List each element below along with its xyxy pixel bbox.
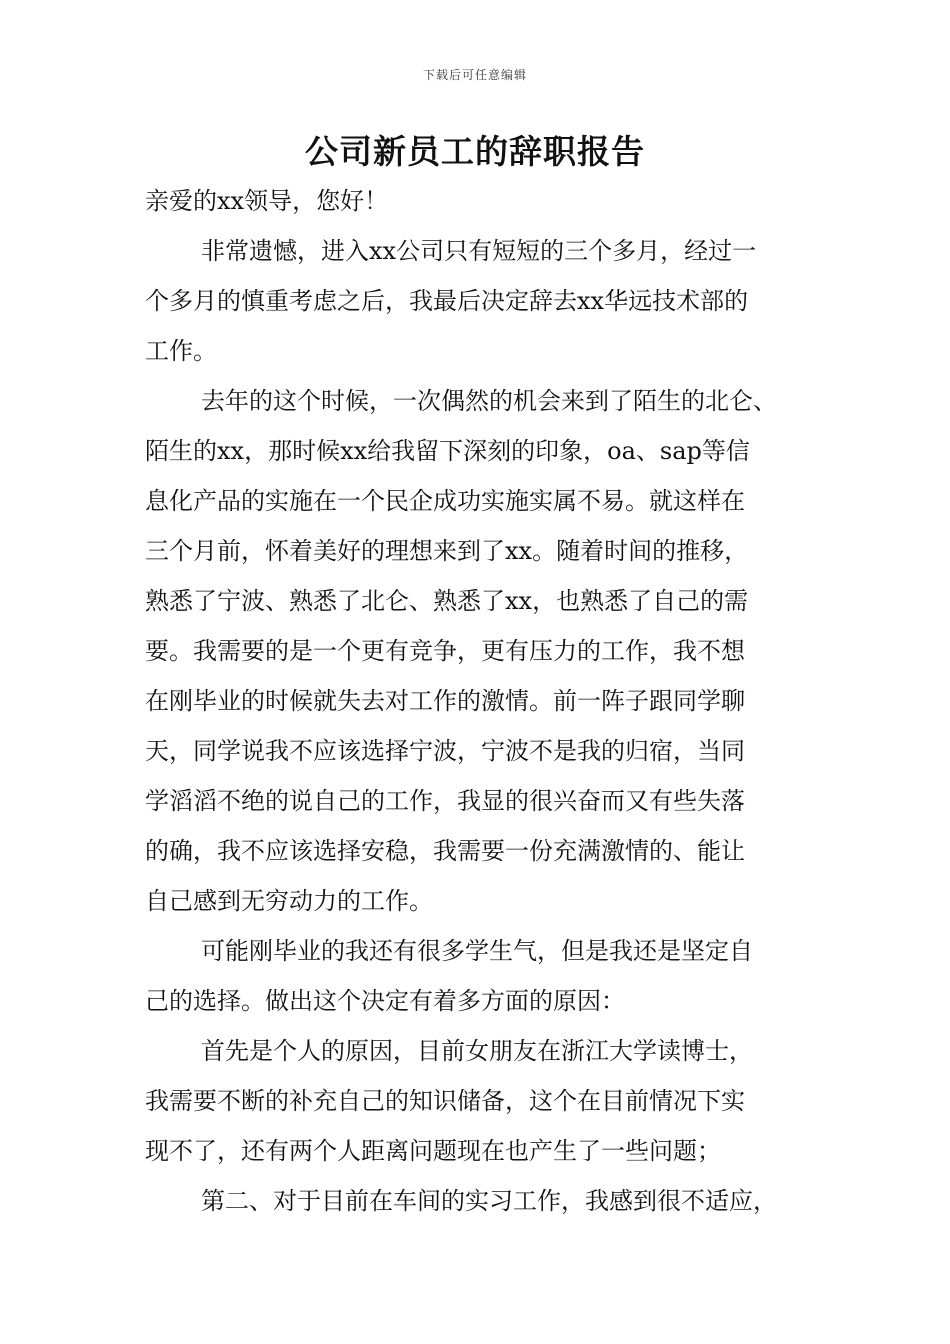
paragraph-4 — [145, 1026, 813, 1176]
salutation: 亲爱的xx领导，您好！ — [145, 187, 389, 215]
letter-body — [145, 176, 813, 1226]
paragraph-1 — [145, 226, 813, 376]
paragraph-line: 自己感到无穷动力的工作。 — [145, 887, 433, 915]
paragraph-line: 去年的这个时候，一次偶然的机会来到了陌生的北仑、 — [201, 387, 777, 415]
paragraph-line: 要。我需要的是一个更有竞争，更有压力的工作，我不想 — [145, 637, 745, 665]
paragraph-line: 工作。 — [145, 337, 217, 365]
paragraph-line: 的确，我不应该选择安稳，我需要一份充满激情的、能让 — [145, 837, 745, 865]
paragraph-line: 己的选择。做出这个决定有着多方面的原因： — [145, 987, 625, 1015]
paragraph-line: 我需要不断的补充自己的知识储备，这个在目前情况下实 — [145, 1087, 745, 1115]
paragraph-line: 三个月前，怀着美好的理想来到了xx。随着时间的推移， — [145, 537, 749, 565]
paragraph-3 — [145, 926, 813, 1026]
paragraph-line: 第二、对于目前在车间的实习工作，我感到很不适应， — [201, 1187, 777, 1215]
paragraph-line: 现不了，还有两个人距离问题现在也产生了一些问题； — [145, 1137, 721, 1165]
paragraph-line: 学滔滔不绝的说自己的工作，我显的很兴奋而又有些失落 — [145, 787, 745, 815]
paragraph-2 — [145, 376, 813, 926]
header-note: 下载后可任意编辑 — [422, 68, 527, 82]
paragraph-line: 在刚毕业的时候就失去对工作的激情。前一阵子跟同学聊 — [145, 687, 745, 715]
document-title: 公司新员工的辞职报告 — [305, 132, 645, 171]
paragraph-5 — [145, 1176, 813, 1226]
paragraph-line: 陌生的xx，那时候xx给我留下深刻的印象，oa、sap等信 — [145, 437, 750, 465]
paragraph-line: 天，同学说我不应该选择宁波，宁波不是我的归宿，当同 — [145, 737, 745, 765]
paragraph-line: 息化产品的实施在一个民企成功实施实属不易。就这样在 — [145, 487, 745, 515]
paragraph-line: 个多月的慎重考虑之后，我最后决定辞去xx华远技术部的 — [145, 287, 749, 315]
paragraph-line: 首先是个人的原因，目前女朋友在浙江大学读博士， — [201, 1037, 753, 1065]
paragraph-line: 熟悉了宁波、熟悉了北仑、熟悉了xx，也熟悉了自己的需 — [145, 587, 749, 615]
paragraph-line: 可能刚毕业的我还有很多学生气，但是我还是坚定自 — [201, 937, 753, 965]
paragraph-line: 非常遗憾，进入xx公司只有短短的三个多月，经过一 — [201, 237, 757, 265]
